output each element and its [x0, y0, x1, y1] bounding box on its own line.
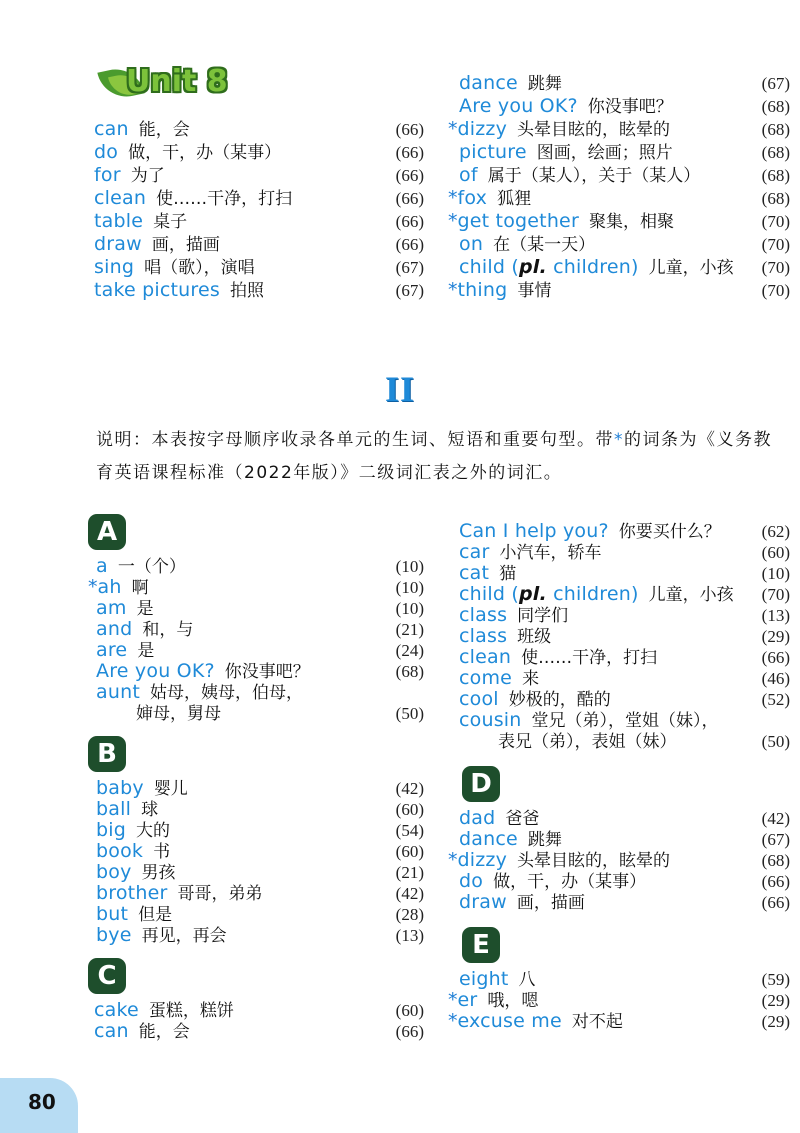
list-item: bye 再见，再会 (13)	[96, 924, 424, 946]
list-item: for 为了 (66)	[94, 164, 424, 186]
list-item: am 是 (10)	[96, 597, 424, 619]
list-item: baby 婴儿 (42)	[96, 777, 424, 799]
list-item: big 大的 (54)	[96, 819, 424, 841]
list-item: are 是 (24)	[96, 639, 424, 661]
list-item: *thing 事情 (70)	[448, 279, 790, 301]
page-number: 80	[28, 1090, 56, 1114]
list-item: cool 妙极的，酷的 (52)	[459, 688, 790, 710]
list-item: ball 球 (60)	[96, 798, 424, 820]
list-item: dance 跳舞 (67)	[459, 72, 790, 94]
list-item: draw 画，描画 (66)	[94, 233, 424, 255]
letter-heading-b: B	[88, 736, 126, 772]
list-item: *ah 啊 (10)	[88, 576, 424, 598]
list-item-continuation: 婶母，舅母 (50)	[136, 704, 424, 724]
list-item-continuation: 表兄（弟），表姐（妹） (50)	[498, 732, 790, 752]
list-item: child (pl. children) 儿童，小孩 (70)	[459, 583, 790, 605]
list-item: *fox 狐狸 (68)	[448, 187, 790, 209]
list-item: cat 猫 (10)	[459, 562, 790, 584]
list-item: can 能，会 (66)	[94, 1020, 424, 1042]
list-item: *dizzy 头晕目眩的，眩晕的 (68)	[448, 118, 790, 140]
list-item: but 但是 (28)	[96, 903, 424, 925]
list-item: can 能，会 (66)	[94, 118, 424, 140]
list-item: book 书 (60)	[96, 840, 424, 862]
list-item: table 桌子 (66)	[94, 210, 424, 232]
list-item: *er 哦，嗯 (29)	[448, 989, 790, 1011]
letter-heading-d: D	[462, 766, 500, 802]
list-item: sing 唱（歌），演唱 (67)	[94, 256, 424, 278]
list-item: eight 八 (59)	[459, 968, 790, 990]
list-item: class 同学们 (13)	[459, 604, 790, 626]
list-item: car 小汽车，轿车 (60)	[459, 541, 790, 563]
list-item: Are you OK? 你没事吧？ (68)	[96, 660, 424, 682]
list-item: *get together 聚集，相聚 (70)	[448, 210, 790, 232]
list-item: *excuse me 对不起 (29)	[448, 1010, 790, 1032]
section-heading: II	[384, 369, 416, 409]
list-item: on 在（某一天） (70)	[459, 233, 790, 255]
list-item: draw 画，描画 (66)	[459, 891, 790, 913]
list-item: boy 男孩 (21)	[96, 861, 424, 883]
list-item: *dizzy 头晕目眩的，眩晕的 (68)	[448, 849, 790, 871]
list-item: come 来 (46)	[459, 667, 790, 689]
list-item: dance 跳舞 (67)	[459, 828, 790, 850]
list-item: aunt 姑母，姨母，伯母，	[96, 681, 303, 703]
unit-title: Unit 8	[126, 64, 228, 99]
list-item: class 班级 (29)	[459, 625, 790, 647]
list-item: cake 蛋糕，糕饼 (60)	[94, 999, 424, 1021]
section-note: 说明：本表按字母顺序收录各单元的生词、短语和重要句型。带*的词条为《义务教育英语课程标准（2022年版）》二级词汇表之外的词汇。	[96, 430, 772, 483]
list-item: of 属于（某人），关于（某人） (68)	[459, 164, 790, 186]
unit-left-column	[94, 118, 424, 302]
list-item: clean 使……干净，打扫 (66)	[94, 187, 424, 209]
list-item: cousin 堂兄（弟），堂姐（妹），	[459, 709, 719, 731]
glossary-left-column	[88, 510, 424, 1042]
list-item: do 做，干，办（某事） (66)	[94, 141, 424, 163]
list-item: and 和，与 (21)	[96, 618, 424, 640]
glossary-right-column	[448, 521, 790, 1032]
list-item: a 一（个） (10)	[96, 555, 424, 577]
list-item: child (pl. children) 儿童，小孩 (70)	[459, 256, 790, 278]
list-item: do 做，干，办（某事） (66)	[459, 870, 790, 892]
list-item: clean 使……干净，打扫 (66)	[459, 646, 790, 668]
unit-right-column	[448, 72, 790, 302]
letter-heading-c: C	[88, 958, 126, 994]
list-item: dad 爸爸 (42)	[459, 807, 790, 829]
list-item: Are you OK? 你没事吧？ (68)	[459, 95, 790, 117]
list-item: brother 哥哥，弟弟 (42)	[96, 882, 424, 904]
letter-heading-e: E	[462, 927, 500, 963]
unit-badge	[100, 62, 240, 106]
list-item: picture 图画，绘画；照片 (68)	[459, 141, 790, 163]
letter-heading-a: A	[88, 514, 126, 550]
list-item: Can I help you? 你要买什么？ (62)	[459, 520, 790, 542]
list-item: take pictures 拍照 (67)	[94, 279, 424, 301]
